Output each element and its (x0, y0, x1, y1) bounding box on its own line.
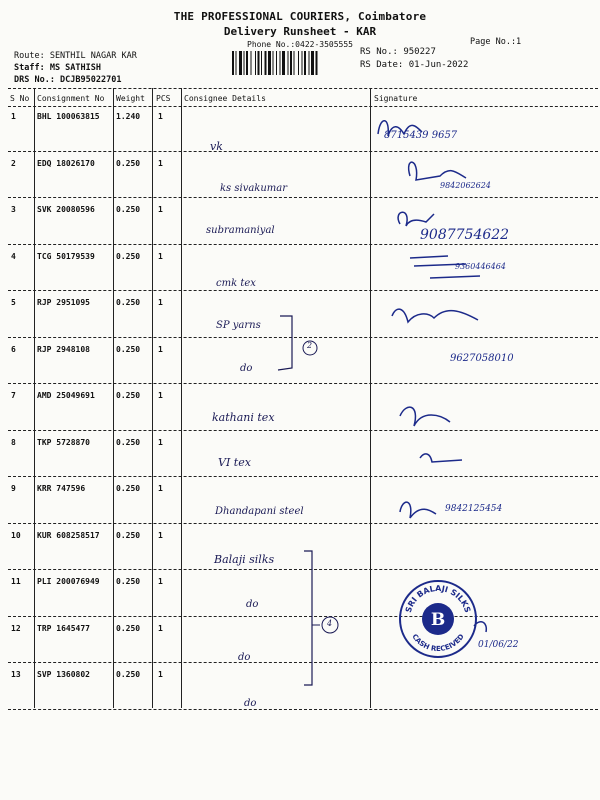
row-pcs: 1 (158, 205, 163, 214)
row-signature-handwritten: 9627058010 (450, 352, 514, 364)
row-pcs: 1 (158, 391, 163, 400)
row-sno: 5 (11, 298, 16, 307)
row-pcs: 1 (158, 344, 163, 354)
row-consignee-handwritten: Dhandapani steel (215, 506, 304, 517)
row-weight: 0.250 (116, 484, 141, 493)
row-separator (8, 709, 598, 710)
row-sno: 9 (11, 484, 16, 493)
row-weight: 0.250 (116, 577, 141, 586)
row-pcs: 1 (158, 251, 163, 261)
svg-text:B: B (430, 610, 446, 630)
page-number: Page No.:1 (470, 37, 522, 47)
col-header-weight: Weight (116, 94, 145, 103)
row-sno: 1 (11, 112, 16, 121)
cash-received-stamp (398, 579, 478, 659)
row-consignee-handwritten: vk (210, 140, 223, 153)
row-consignment-no: TRP 1645477 (37, 623, 90, 633)
route-label: Route: SENTHIL NAGAR KAR (14, 51, 137, 61)
row-weight: 0.250 (116, 670, 141, 679)
barcode-image (232, 51, 356, 75)
company-title: THE PROFESSIONAL COURIERS, Coimbatore (173, 10, 427, 23)
col-header-consignment: Consignment No (37, 94, 105, 103)
group-bracket-5-6 (270, 310, 330, 380)
row-consignment-no: RJP 2948108 (37, 344, 90, 354)
row-weight: 0.250 (116, 205, 141, 214)
row-weight: 0.250 (116, 530, 141, 540)
svg-text:CASH RECEIVED: CASH RECEIVED (410, 632, 466, 654)
row-pcs: 1 (158, 670, 163, 679)
row-consignee-handwritten: do (238, 651, 251, 663)
row-consignee-handwritten: cmk tex (216, 277, 256, 289)
row-pcs: 1 (158, 112, 163, 121)
row-sno: 13 (11, 670, 21, 679)
row-pcs: 1 (158, 484, 163, 493)
col-header-pcs: PCS (156, 94, 171, 103)
row-sno: 7 (11, 391, 16, 400)
row-pcs: 1 (158, 298, 163, 307)
col-header-signature: Signature (374, 94, 418, 103)
row-signature-handwritten: 8715439 9657 (384, 130, 458, 141)
row-pcs: 1 (158, 623, 163, 633)
row-sno: 2 (11, 158, 16, 168)
row-consignment-no: EDQ 18026170 (37, 158, 95, 168)
drs-number: DRS No.: DCJB95022701 (14, 75, 122, 85)
row-consignee-handwritten: VI tex (218, 455, 251, 469)
row-pcs: 1 (158, 530, 163, 540)
row-signature-handwritten: 9087754622 (420, 227, 510, 243)
row-weight: 0.250 (116, 391, 141, 400)
row-weight: 0.250 (116, 623, 141, 633)
row-sno: 12 (11, 623, 21, 633)
table-top-rule (8, 88, 598, 89)
row-consignee-handwritten: ks sivakumar (220, 182, 288, 194)
rs-date: RS Date: 01-Jun-2022 (360, 60, 469, 70)
row-consignment-no: KRR 747596 (37, 484, 86, 493)
row-pcs: 1 (158, 577, 163, 586)
runsheet-subtitle: Delivery Runsheet - KAR (223, 25, 377, 38)
col-header-consignee: Consignee Details (184, 94, 266, 103)
row-consignment-no: TCG 50179539 (37, 251, 95, 261)
group-count-4: 4 (327, 619, 333, 628)
row-consignment-no: TKP 5728870 (37, 437, 90, 447)
row-consignment-no: SVP 1360802 (37, 670, 90, 679)
row-consignment-no: KUR 608258517 (37, 530, 100, 540)
row-sno: 10 (11, 530, 21, 540)
row-weight: 0.250 (116, 437, 141, 447)
row-sno: 8 (11, 437, 16, 447)
col-header-sno: S No (10, 94, 30, 103)
row-consignee-handwritten: do (244, 698, 257, 709)
group-bracket-10-13 (290, 545, 350, 695)
row-sno: 6 (11, 344, 16, 354)
row-weight: 1.240 (116, 112, 141, 121)
row-consignee-handwritten: do (246, 599, 259, 610)
group-count-2: 2 (307, 341, 313, 350)
row-consignment-no: RJP 2951095 (37, 298, 90, 307)
row-sno: 3 (11, 205, 16, 214)
row-consignee-handwritten: subramaniyal (206, 225, 275, 236)
row-signature-handwritten: 9842125454 (445, 504, 503, 514)
row-signature-handwritten: 01/06/22 (478, 639, 519, 650)
rs-number: RS No.: 950227 (360, 47, 436, 57)
row-pcs: 1 (158, 158, 163, 168)
row-consignee-handwritten: kathani tex (212, 411, 275, 424)
row-weight: 0.250 (116, 251, 141, 261)
svg-text:SRI BALAJI SILKS: SRI BALAJI SILKS (403, 583, 473, 614)
row-consignment-no: PLI 200076949 (37, 577, 100, 586)
row-weight: 0.250 (116, 298, 141, 307)
row-consignee-handwritten: do (240, 362, 253, 374)
row-pcs: 1 (158, 437, 163, 447)
row-consignment-no: AMD 25049691 (37, 391, 95, 400)
row-signature-handwritten: 9360446464 (455, 261, 506, 271)
row-consignment-no: BHL 100063815 (37, 112, 100, 121)
row-sno: 4 (11, 251, 16, 261)
row-weight: 0.250 (116, 158, 141, 168)
staff-label: Staff: MS SATHISH (14, 63, 101, 73)
phone-number: Phone No.:0422-3505555 (247, 40, 353, 49)
row-consignee-handwritten: Balaji silks (214, 552, 275, 566)
row-signature-handwritten: 9842062624 (440, 180, 491, 190)
row-weight: 0.250 (116, 344, 141, 354)
row-consignment-no: SVK 20080596 (37, 205, 95, 214)
row-consignee-handwritten: SP yarns (216, 320, 261, 331)
row-sno: 11 (11, 577, 21, 586)
